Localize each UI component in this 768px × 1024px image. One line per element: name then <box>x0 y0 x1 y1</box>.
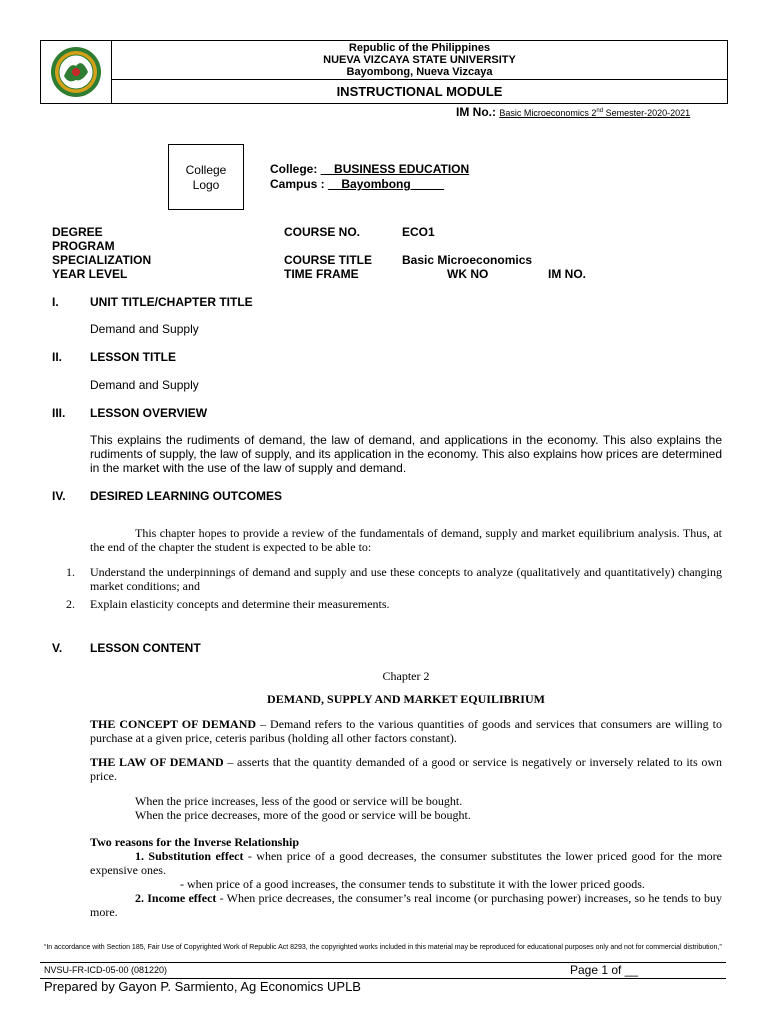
section-4-title: DESIRED LEARNING OUTCOMES <box>90 489 283 503</box>
college-label: College: <box>270 162 318 176</box>
header-republic: Republic of the Philippines <box>348 42 491 54</box>
prepared-by: Prepared by Gayon P. Sarmiento, Ag Economics UPLB <box>44 979 361 994</box>
college-value: __BUSINESS EDUCATION <box>320 162 470 176</box>
outcome-1-text: Understand the underpinnings of demand and supply and use these concepts to analyze (qualitatively and quantitatively) changing market conditions; and <box>90 565 722 593</box>
section-3-number: III. <box>52 406 66 420</box>
law-line-1: When the price increases, less of the good or service will be bought. <box>135 794 463 808</box>
section-2-title: LESSON TITLE <box>90 350 177 364</box>
page-number: Page 1 of __ <box>570 963 639 977</box>
university-seal-cell <box>41 41 112 103</box>
wk-no-label: WK NO <box>447 267 489 281</box>
concept-of-demand-term: THE CONCEPT OF DEMAND <box>90 717 257 731</box>
law-of-demand <box>90 755 722 783</box>
law-of-demand-term: THE LAW OF DEMAND <box>90 755 224 769</box>
time-frame-label: TIME FRAME <box>284 267 359 281</box>
campus-value: __Bayombong_____ <box>328 177 445 191</box>
im-no-label: IM NO. <box>548 267 586 281</box>
program-label: PROGRAM <box>52 239 115 253</box>
outcome-2-number: 2. <box>66 597 75 611</box>
section-4-intro: This chapter hopes to provide a review of the fundamentals of demand, supply and market equilibrium analysis. Thus, at the end of the chapter the student is expected to be able to: <box>90 526 722 554</box>
college-logo-line1: College <box>185 163 227 177</box>
income-effect <box>90 891 722 919</box>
section-5-title: LESSON CONTENT <box>90 641 201 655</box>
im-number-value-tail: Semester-2020-2021 <box>603 108 691 118</box>
campus-label: Campus : <box>270 177 325 191</box>
section-3-title: LESSON OVERVIEW <box>90 406 208 420</box>
im-number-label: IM No.: <box>456 105 496 119</box>
outcome-1-number: 1. <box>66 565 75 579</box>
section-2-number: II. <box>52 350 63 364</box>
header-module-title: INSTRUCTIONAL MODULE <box>336 84 503 99</box>
outcome-2-text: Explain elasticity concepts and determine their measurements. <box>90 597 390 611</box>
concept-of-demand-definition: – Demand refers to the various quantities of goods and services that consumers are willing to purchase at a given price, ceteris paribus (holding all other factors constant). <box>90 717 722 745</box>
im-number <box>456 105 690 119</box>
college-logo-placeholder <box>168 144 244 210</box>
income-effect-term: 2. Income effect <box>135 891 217 905</box>
course-title-label: COURSE TITLE <box>284 253 373 267</box>
header-location: Bayombong, Nueva Vizcaya <box>346 66 493 78</box>
law-line-2: When the price decreases, more of the good or service will be bought. <box>135 808 471 822</box>
section-3-body: This explains the rudiments of demand, the law of demand, and applications in the economy. This also explains the rudiments of supply, the law of supply, and its application in the economy. This also explains how prices are determined in the market with the use of the law of supply and demand. <box>90 433 722 475</box>
im-number-sup: nd <box>596 108 604 114</box>
header-institution <box>112 41 727 80</box>
course-no-value: ECO1 <box>402 225 435 239</box>
year-level-label: YEAR LEVEL <box>52 267 128 281</box>
form-code: NVSU-FR-ICD-05-00 (081220) <box>44 965 168 975</box>
degree-label: DEGREE <box>52 225 103 239</box>
substitution-effect-term: 1. Substitution effect <box>135 849 244 863</box>
college-logo-line2: Logo <box>192 178 220 192</box>
section-1-body: Demand and Supply <box>90 322 199 336</box>
concept-of-demand <box>90 717 722 745</box>
college-line <box>270 162 469 176</box>
university-seal-icon <box>48 46 104 98</box>
im-number-value <box>499 108 690 118</box>
income-effect-definition: - When price decreases, the consumer’s real income (or purchasing power) increases, so he tends to buy more. <box>90 891 722 919</box>
substitution-effect <box>90 849 722 877</box>
section-1-title: UNIT TITLE/CHAPTER TITLE <box>90 295 253 309</box>
law-of-demand-definition: – asserts that the quantity demanded of a good or service is negatively or inversely related to its own price. <box>90 755 722 783</box>
section-5-number: V. <box>52 641 63 655</box>
section-4-number: IV. <box>52 489 66 503</box>
reasons-title: Two reasons for the Inverse Relationship <box>90 835 300 849</box>
copyright-notice: “In accordance with Section 185, Fair Use of Copyrighted Work of Republic Act 8293, the copyrighted works included in this material may be reproduced for educational purposes only and not for commercial distribution,” <box>44 944 722 951</box>
section-1-number: I. <box>52 295 59 309</box>
chapter-number: Chapter 2 <box>382 669 430 683</box>
chapter-title: DEMAND, SUPPLY AND MARKET EQUILIBRIUM <box>267 692 545 706</box>
specialization-label: SPECIALIZATION <box>52 253 152 267</box>
header-university: NUEVA VIZCAYA STATE UNIVERSITY <box>323 54 516 66</box>
im-number-value-text: Basic Microeconomics 2 <box>499 108 597 118</box>
substitution-effect-line-2: - when price of a good increases, the consumer tends to substitute it with the lower priced goods. <box>180 877 645 891</box>
campus-line <box>270 177 444 191</box>
substitution-effect-definition: - when price of a good decreases, the consumer substitutes the lower priced good for the more expensive ones. <box>90 849 722 877</box>
course-title-value: Basic Microeconomics <box>402 253 533 267</box>
document-header <box>40 40 728 104</box>
course-no-label: COURSE NO. <box>284 225 361 239</box>
section-2-body: Demand and Supply <box>90 378 199 392</box>
